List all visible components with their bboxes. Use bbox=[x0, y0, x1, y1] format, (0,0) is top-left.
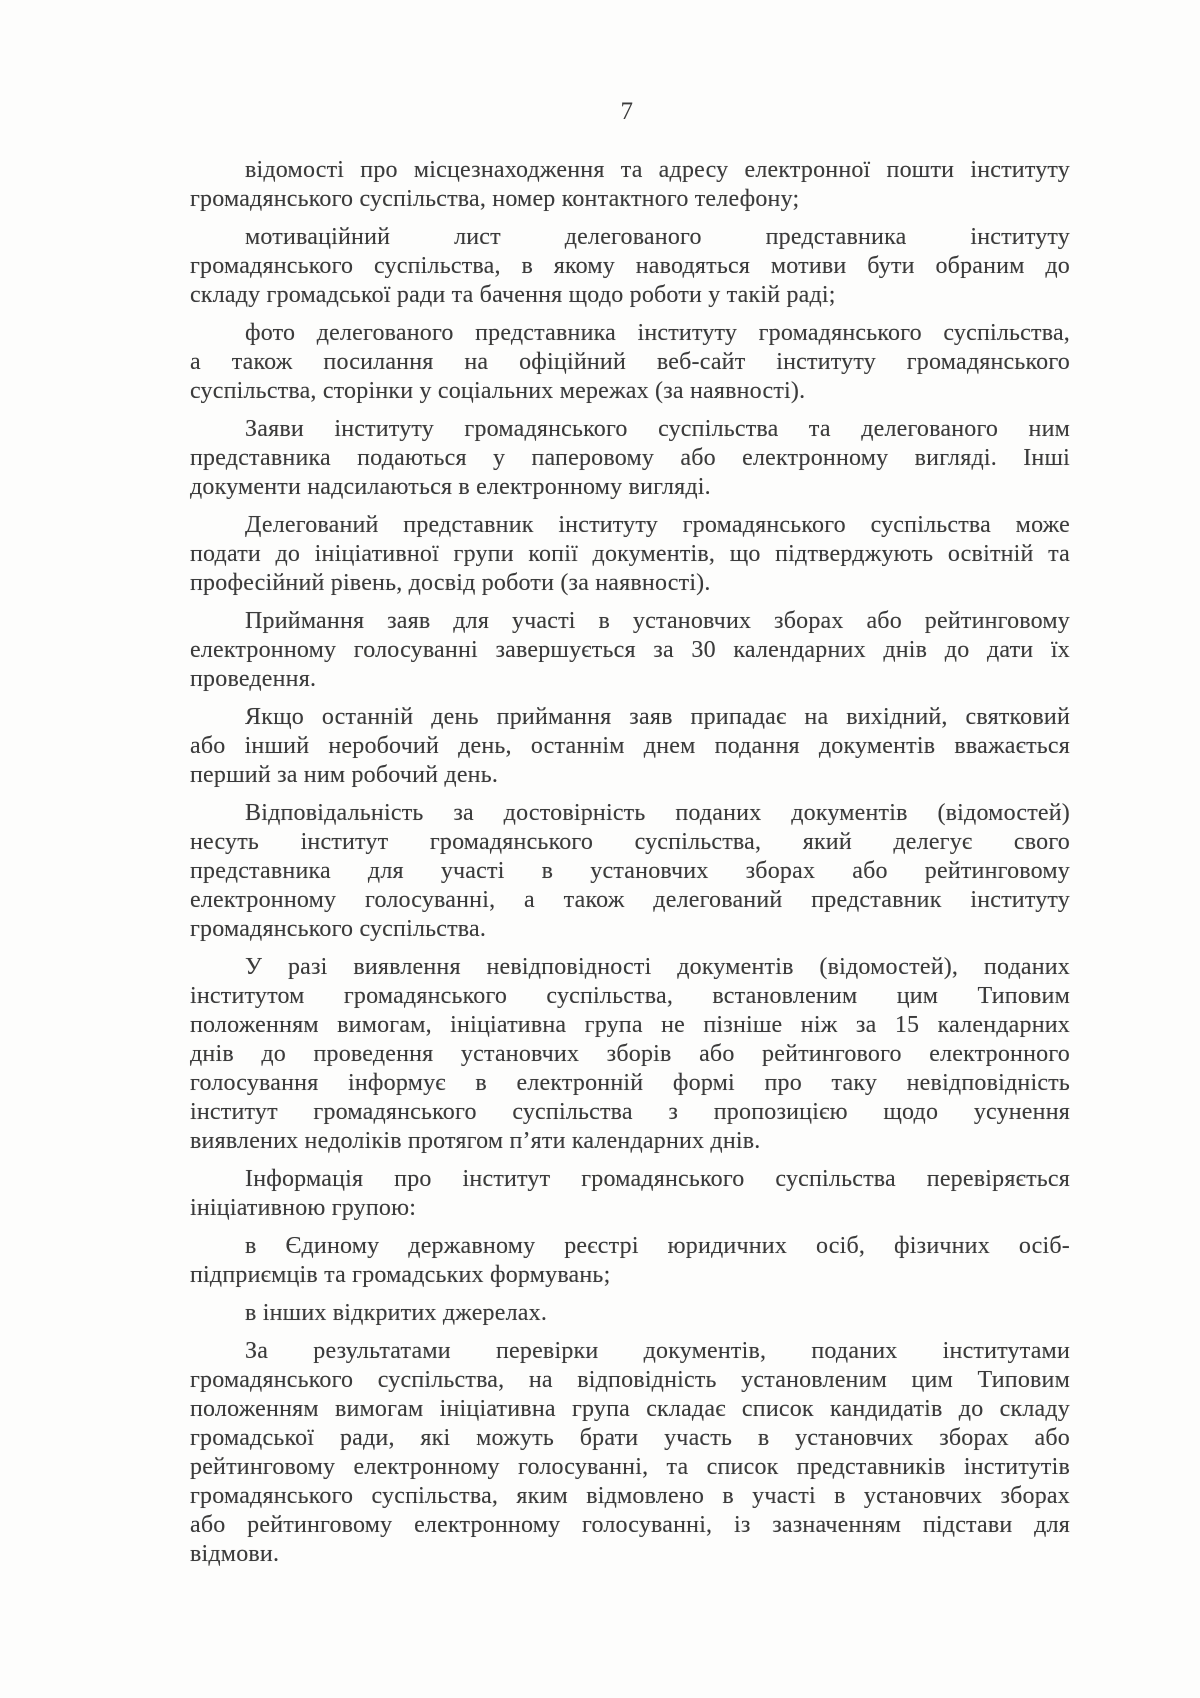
text-line: проведення. bbox=[190, 666, 317, 692]
text-line: суспільства, сторінки у соціальних мережах (за наявності). bbox=[190, 378, 806, 404]
paragraph bbox=[190, 799, 1070, 944]
text-line: громадянського суспільства, номер контактного телефону; bbox=[190, 186, 800, 212]
text-line: професійний рівень, досвід роботи (за наявності). bbox=[190, 570, 711, 596]
text-line: складу громадської ради та бачення щодо роботи у такій раді; bbox=[190, 282, 836, 308]
text-line: громадянського суспільства, на відповідність установленим цим Типовим bbox=[190, 1367, 1070, 1393]
paragraph bbox=[190, 1165, 1070, 1223]
text-line: громадянського суспільства. bbox=[190, 916, 487, 942]
paragraph bbox=[190, 415, 1070, 502]
text-line: Відповідальність за достовірність поданих документів (відомостей) bbox=[245, 800, 1070, 826]
paragraph bbox=[190, 1299, 1070, 1328]
text-line: електронному голосуванні завершується за 30 календарних днів до дати їх bbox=[190, 637, 1070, 663]
text-line: а також посилання на офіційний веб-сайт інституту громадянського bbox=[190, 349, 1070, 375]
paragraph bbox=[190, 319, 1070, 406]
text-line: відомості про місцезнаходження та адресу електронної пошти інституту bbox=[245, 157, 1070, 183]
document-body bbox=[190, 156, 1070, 1569]
text-line: в інших відкритих джерелах. bbox=[245, 1300, 548, 1326]
text-line: в Єдиному державному реєстрі юридичних осіб, фізичних осіб- bbox=[245, 1233, 1070, 1259]
paragraph bbox=[190, 1232, 1070, 1290]
text-line: Делегований представник інституту громадянського суспільства може bbox=[245, 512, 1070, 538]
text-line: громадської ради, які можуть брати участь в установчих зборах або bbox=[190, 1425, 1070, 1451]
text-line: несуть інститут громадянського суспільства, який делегує свого bbox=[190, 829, 1070, 855]
text-line: днів до проведення установчих зборів або рейтингового електронного bbox=[190, 1041, 1070, 1067]
text-line: представника подаються у паперовому або електронному вигляді. Інші bbox=[190, 445, 1070, 471]
text-line: документи надсилаються в електронному вигляді. bbox=[190, 474, 711, 500]
text-line: ініціативною групою: bbox=[190, 1195, 417, 1221]
paragraph bbox=[190, 223, 1070, 310]
text-line: відмови. bbox=[190, 1541, 280, 1567]
text-line: підприємців та громадських формувань; bbox=[190, 1262, 611, 1288]
page-number-value: 7 bbox=[620, 98, 634, 125]
paragraph bbox=[190, 511, 1070, 598]
text-line: положенням вимогам ініціативна група складає список кандидатів до складу bbox=[190, 1396, 1070, 1422]
text-line: фото делегованого представника інституту громадянського суспільства, bbox=[245, 320, 1070, 346]
text-line: представника для участі в установчих зборах або рейтинговому bbox=[190, 858, 1070, 884]
text-line: положенням вимогам, ініціативна група не пізніше ніж за 15 календарних bbox=[190, 1012, 1070, 1038]
text-line: Якщо останній день приймання заяв припадає на вихідний, святковий bbox=[245, 704, 1070, 730]
text-line: голосування інформує в електронній формі про таку невідповідність bbox=[190, 1070, 1070, 1096]
text-line: виявлених недоліків протягом п’яти календарних днів. bbox=[190, 1128, 761, 1154]
text-line: електронному голосуванні, а також делегований представник інституту bbox=[190, 887, 1070, 913]
text-line: громадянського суспільства, в якому наводяться мотиви бути обраним до bbox=[190, 253, 1070, 279]
paragraph bbox=[190, 953, 1070, 1156]
text-line: або рейтинговому електронному голосуванні, із зазначенням підстави для bbox=[190, 1512, 1070, 1538]
text-line: подати до ініціативної групи копії документів, що підтверджують освітній та bbox=[190, 541, 1070, 567]
text-line: Заяви інституту громадянського суспільства та делегованого ним bbox=[245, 416, 1070, 442]
text-line: інститут громадянського суспільства з пропозицією щодо усунення bbox=[190, 1099, 1070, 1125]
text-line: За результатами перевірки документів, поданих інститутами bbox=[245, 1338, 1070, 1364]
text-line: перший за ним робочий день. bbox=[190, 762, 499, 788]
paragraph bbox=[190, 607, 1070, 694]
text-line: Приймання заяв для участі в установчих зборах або рейтинговому bbox=[245, 608, 1070, 634]
text-line: рейтинговому електронному голосуванні, та список представників інститутів bbox=[190, 1454, 1070, 1480]
text-line: інститутом громадянського суспільства, встановленим цим Типовим bbox=[190, 983, 1070, 1009]
text-line: У разі виявлення невідповідності документів (відомостей), поданих bbox=[245, 954, 1070, 980]
text-line: громадянського суспільства, яким відмовлено в участі в установчих зборах bbox=[190, 1483, 1070, 1509]
text-line: мотиваційний лист делегованого представника інституту bbox=[245, 224, 1070, 250]
text-line: Інформація про інститут громадянського суспільства перевіряється bbox=[245, 1166, 1070, 1192]
page-number bbox=[0, 0, 1200, 126]
paragraph bbox=[190, 703, 1070, 790]
paragraph bbox=[190, 1337, 1070, 1569]
text-line: або інший неробочий день, останнім днем подання документів вважається bbox=[190, 733, 1070, 759]
paragraph bbox=[190, 156, 1070, 214]
